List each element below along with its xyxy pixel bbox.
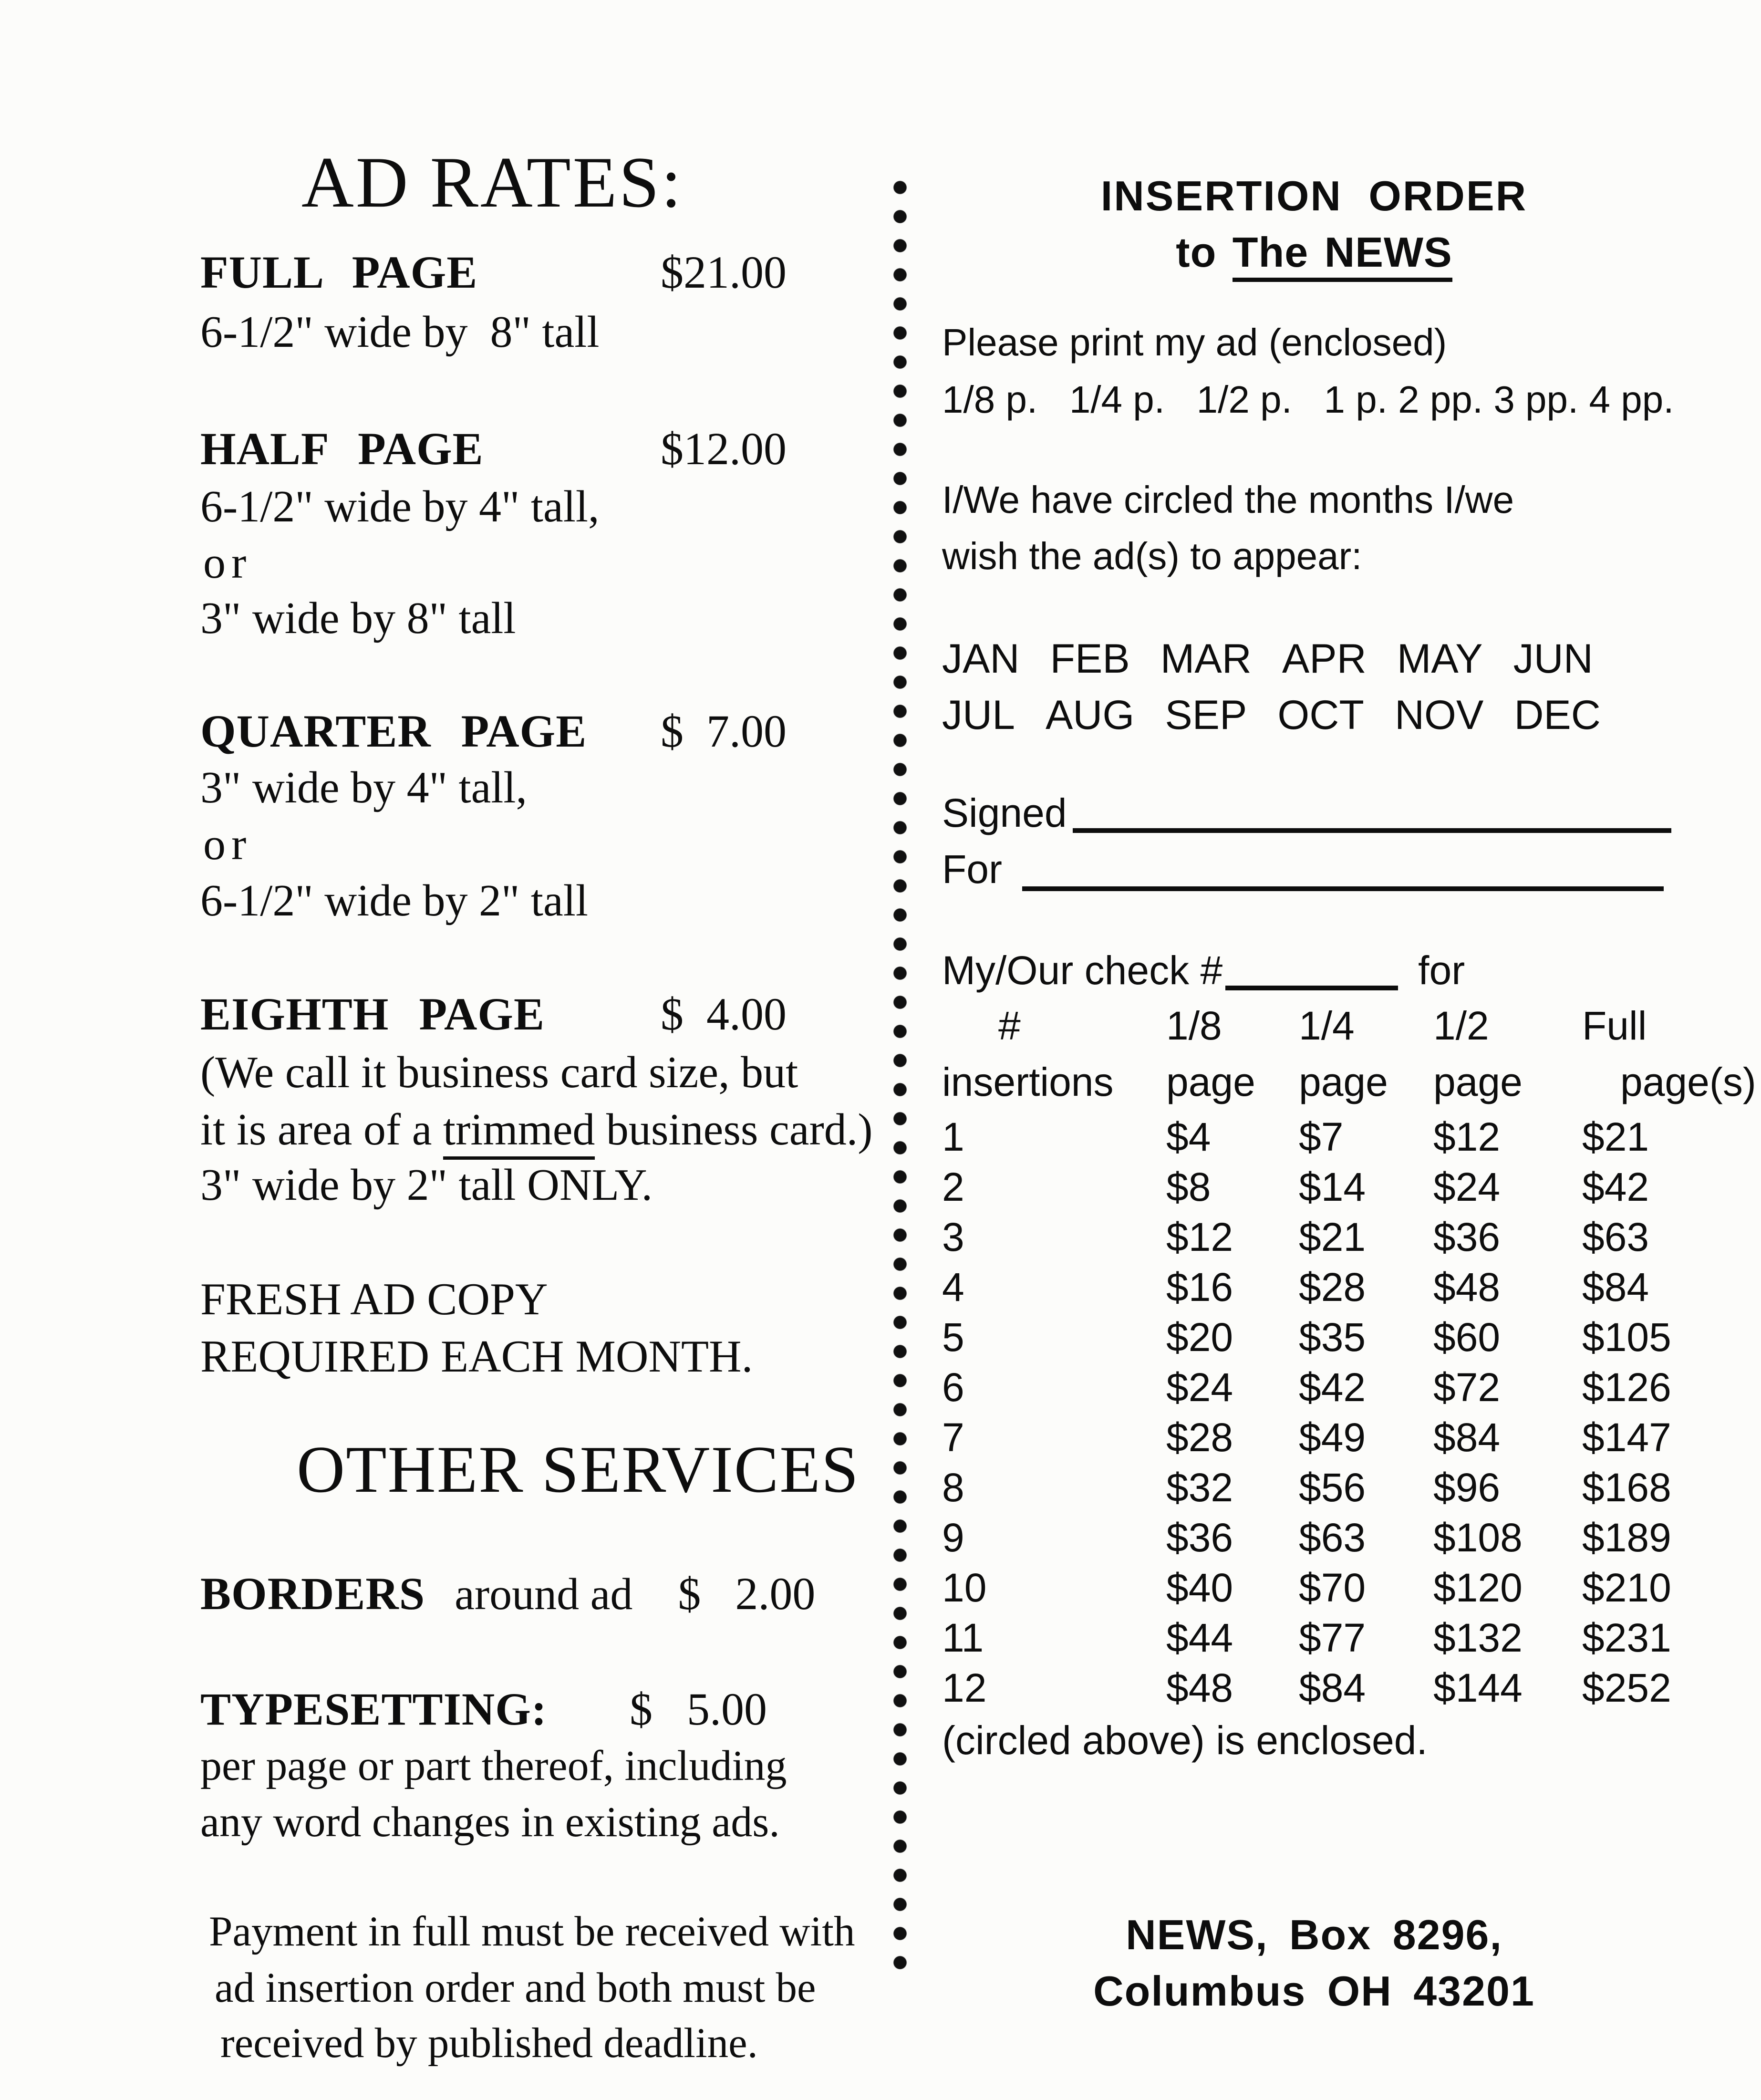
row-full: $147 [1582, 1415, 1671, 1460]
eighth-page-heading: EIGHTH PAGE [200, 988, 545, 1040]
quarter-page-size-1: 3" wide by 4" tall, [200, 763, 528, 812]
for-label: For [942, 847, 1002, 892]
rate-table-row [942, 1414, 1671, 1461]
typesetting-price: $ 5.00 [630, 1684, 767, 1735]
address-line-2: Columbus OH 43201 [1093, 1967, 1535, 2015]
header-num: # [998, 1003, 1021, 1048]
row-quarter: $70 [1299, 1565, 1366, 1610]
half-page-size-1: 6-1/2" wide by 4" tall, [200, 482, 600, 531]
half-page-size-2: 3" wide by 8" tall [200, 593, 516, 643]
rate-table-row [942, 1264, 1649, 1310]
row-eighth: $16 [1166, 1265, 1233, 1310]
row-half: $120 [1433, 1565, 1523, 1610]
row-count: 6 [942, 1365, 964, 1410]
month-apr: APR [1282, 636, 1367, 682]
circled-months-line-2: wish the ad(s) to appear: [942, 535, 1362, 577]
row-half: $12 [1433, 1114, 1501, 1159]
print-ad-line: Please print my ad (enclosed) [942, 321, 1447, 364]
row-count: 8 [942, 1465, 964, 1510]
row-full: $84 [1582, 1265, 1649, 1310]
row-quarter: $7 [1299, 1114, 1344, 1159]
rate-table-row [942, 1164, 1649, 1210]
check-label: My/Our check # [942, 948, 1223, 993]
rate-table-row [942, 1114, 1649, 1160]
row-eighth: $24 [1166, 1365, 1233, 1410]
quarter-page-price: $ 7.00 [661, 706, 787, 757]
header-half-page: page [1433, 1060, 1523, 1104]
circled-months-line-1: I/We have circled the months I/we [942, 478, 1514, 521]
signed-row [942, 790, 1671, 837]
header-full: Full [1582, 1003, 1647, 1048]
row-half: $48 [1433, 1265, 1501, 1310]
quarter-page-heading: QUARTER PAGE [200, 706, 587, 757]
payment-note-line-1: Payment in full must be received with [209, 1908, 855, 1955]
note-2-pre: it is area of a [200, 1105, 443, 1154]
row-eighth: $36 [1166, 1515, 1233, 1560]
row-half: $84 [1433, 1415, 1501, 1460]
signed-label: Signed [942, 790, 1067, 835]
row-full: $63 [1582, 1215, 1649, 1259]
row-full: $105 [1582, 1315, 1671, 1360]
full-page-size: 6-1/2" wide by 8" tall [200, 307, 600, 357]
for-row [942, 846, 1664, 893]
row-count: 3 [942, 1215, 964, 1259]
row-count: 2 [942, 1164, 964, 1209]
row-eighth: $12 [1166, 1215, 1233, 1259]
rate-table-row [942, 1615, 1671, 1661]
months-row-2 [942, 692, 1601, 739]
month-may: MAY [1397, 636, 1483, 682]
row-full: $189 [1582, 1515, 1671, 1560]
row-quarter: $63 [1299, 1515, 1366, 1560]
header-eighth: 1/8 [1166, 1003, 1222, 1048]
row-half: $96 [1433, 1465, 1501, 1510]
row-full: $231 [1582, 1615, 1671, 1660]
month-jul: JUL [942, 692, 1015, 738]
rate-table-header-row-2 [942, 1059, 1756, 1105]
row-count: 10 [942, 1565, 987, 1610]
payment-note-line-2: ad insertion order and both must be [215, 1965, 816, 2011]
row-half: $72 [1433, 1365, 1501, 1410]
fresh-ad-copy-line-2: REQUIRED EACH MONTH. [200, 1331, 753, 1382]
dotted-divider-line [893, 180, 907, 1976]
row-quarter: $14 [1299, 1164, 1366, 1209]
row-full: $21 [1582, 1114, 1649, 1159]
the-news-underlined: The NEWS [1233, 229, 1452, 282]
row-count: 5 [942, 1315, 964, 1360]
months-row-1 [942, 635, 1593, 683]
header-eighth-page: page [1166, 1060, 1255, 1104]
month-dec: DEC [1514, 692, 1601, 738]
row-quarter: $42 [1299, 1365, 1366, 1410]
row-count: 11 [942, 1615, 984, 1660]
row-quarter: $49 [1299, 1415, 1366, 1460]
eighth-page-size: 3" wide by 2" tall ONLY. [200, 1160, 653, 1210]
row-count: 4 [942, 1265, 964, 1310]
typesetting-heading: TYPESETTING: [200, 1684, 547, 1735]
row-half: $132 [1433, 1615, 1523, 1660]
header-full-pages: page(s) [1620, 1060, 1756, 1104]
payment-note-line-3: received by published deadline. [220, 2020, 758, 2067]
month-nov: NOV [1394, 692, 1484, 738]
row-full: $252 [1582, 1665, 1671, 1710]
rate-table-row [942, 1314, 1671, 1361]
half-page-or: or [203, 538, 252, 588]
borders-text: around ad [455, 1570, 633, 1619]
borders-heading: BORDERS [200, 1568, 425, 1619]
month-feb: FEB [1050, 636, 1130, 682]
header-quarter: 1/4 [1299, 1003, 1355, 1048]
row-eighth: $44 [1166, 1615, 1233, 1660]
header-quarter-page: page [1299, 1060, 1388, 1104]
address-line-1: NEWS, Box 8296, [1126, 1911, 1502, 1958]
rate-table-row [942, 1465, 1671, 1511]
half-page-heading: HALF PAGE [200, 423, 484, 474]
row-half: $60 [1433, 1315, 1501, 1360]
rate-table-row [942, 1515, 1671, 1561]
check-for-label: for [1418, 948, 1465, 993]
signed-blank-line [1073, 828, 1671, 833]
insertion-order-subtitle [942, 228, 1686, 277]
row-quarter: $35 [1299, 1315, 1366, 1360]
full-page-price: $21.00 [661, 247, 787, 298]
row-eighth: $8 [1166, 1164, 1211, 1209]
rate-table-header-row-1 [942, 1003, 1647, 1049]
rate-table-row [942, 1665, 1671, 1711]
row-eighth: $40 [1166, 1565, 1233, 1610]
row-quarter: $77 [1299, 1615, 1366, 1660]
typesetting-line-1: per page or part thereof, including [200, 1742, 787, 1789]
enclosed-footer-line: (circled above) is enclosed. [942, 1718, 1428, 1763]
row-quarter: $56 [1299, 1465, 1366, 1510]
row-full: $168 [1582, 1465, 1671, 1510]
month-jun: JUN [1513, 636, 1593, 682]
header-half: 1/2 [1433, 1003, 1489, 1048]
subtitle-to: to [1176, 229, 1233, 276]
row-eighth: $32 [1166, 1465, 1233, 1510]
header-insertions: insertions [942, 1060, 1114, 1104]
month-jan: JAN [942, 636, 1020, 682]
eighth-page-note-1: (We call it business card size, but [200, 1048, 798, 1097]
eighth-page-price: $ 4.00 [661, 988, 787, 1040]
borders-row [200, 1567, 815, 1620]
row-count: 7 [942, 1415, 964, 1460]
row-full: $42 [1582, 1164, 1649, 1209]
for-blank-line [1022, 886, 1664, 891]
month-aug: AUG [1045, 692, 1135, 738]
quarter-page-size-2: 6-1/2" wide by 2" tall [200, 876, 588, 925]
check-number-blank-line [1225, 986, 1398, 990]
row-quarter: $84 [1299, 1665, 1366, 1710]
typesetting-line-2: any word changes in existing ads. [200, 1799, 780, 1846]
rate-table-row [942, 1364, 1671, 1411]
ad-size-options-line: 1/8 p. 1/4 p. 1/2 p. 1 p. 2 pp. 3 pp. 4 pp. [942, 378, 1674, 421]
other-services-title: OTHER SERVICES [297, 1433, 860, 1507]
full-page-heading: FULL PAGE [200, 247, 478, 298]
row-eighth: $20 [1166, 1315, 1233, 1360]
rate-table-row [942, 1565, 1671, 1611]
quarter-page-or: or [203, 820, 252, 869]
fresh-ad-copy-line-1: FRESH AD COPY [200, 1274, 548, 1324]
month-oct: OCT [1277, 692, 1364, 738]
row-half: $144 [1433, 1665, 1523, 1710]
borders-price: $ 2.00 [678, 1568, 816, 1619]
trimmed-underlined-word: trimmed [443, 1105, 595, 1160]
row-count: 9 [942, 1515, 964, 1560]
row-count: 12 [942, 1665, 987, 1710]
row-eighth: $4 [1166, 1114, 1211, 1159]
eighth-page-note-2 [200, 1104, 873, 1155]
row-quarter: $28 [1299, 1265, 1366, 1310]
month-mar: MAR [1160, 636, 1252, 682]
row-half: $36 [1433, 1215, 1501, 1259]
row-full: $126 [1582, 1365, 1671, 1410]
row-quarter: $21 [1299, 1215, 1366, 1259]
row-half: $108 [1433, 1515, 1523, 1560]
row-half: $24 [1433, 1164, 1501, 1209]
check-number-row [942, 947, 1465, 994]
row-eighth: $28 [1166, 1415, 1233, 1460]
insertion-order-title: INSERTION ORDER [1100, 172, 1528, 219]
half-page-price: $12.00 [661, 423, 787, 474]
note-2-post: business card.) [595, 1105, 873, 1154]
row-eighth: $48 [1166, 1665, 1233, 1710]
ad-rates-title: AD RATES: [301, 142, 684, 222]
month-sep: SEP [1165, 692, 1247, 738]
row-full: $210 [1582, 1565, 1671, 1610]
rate-table-row [942, 1214, 1649, 1260]
row-count: 1 [942, 1114, 964, 1159]
